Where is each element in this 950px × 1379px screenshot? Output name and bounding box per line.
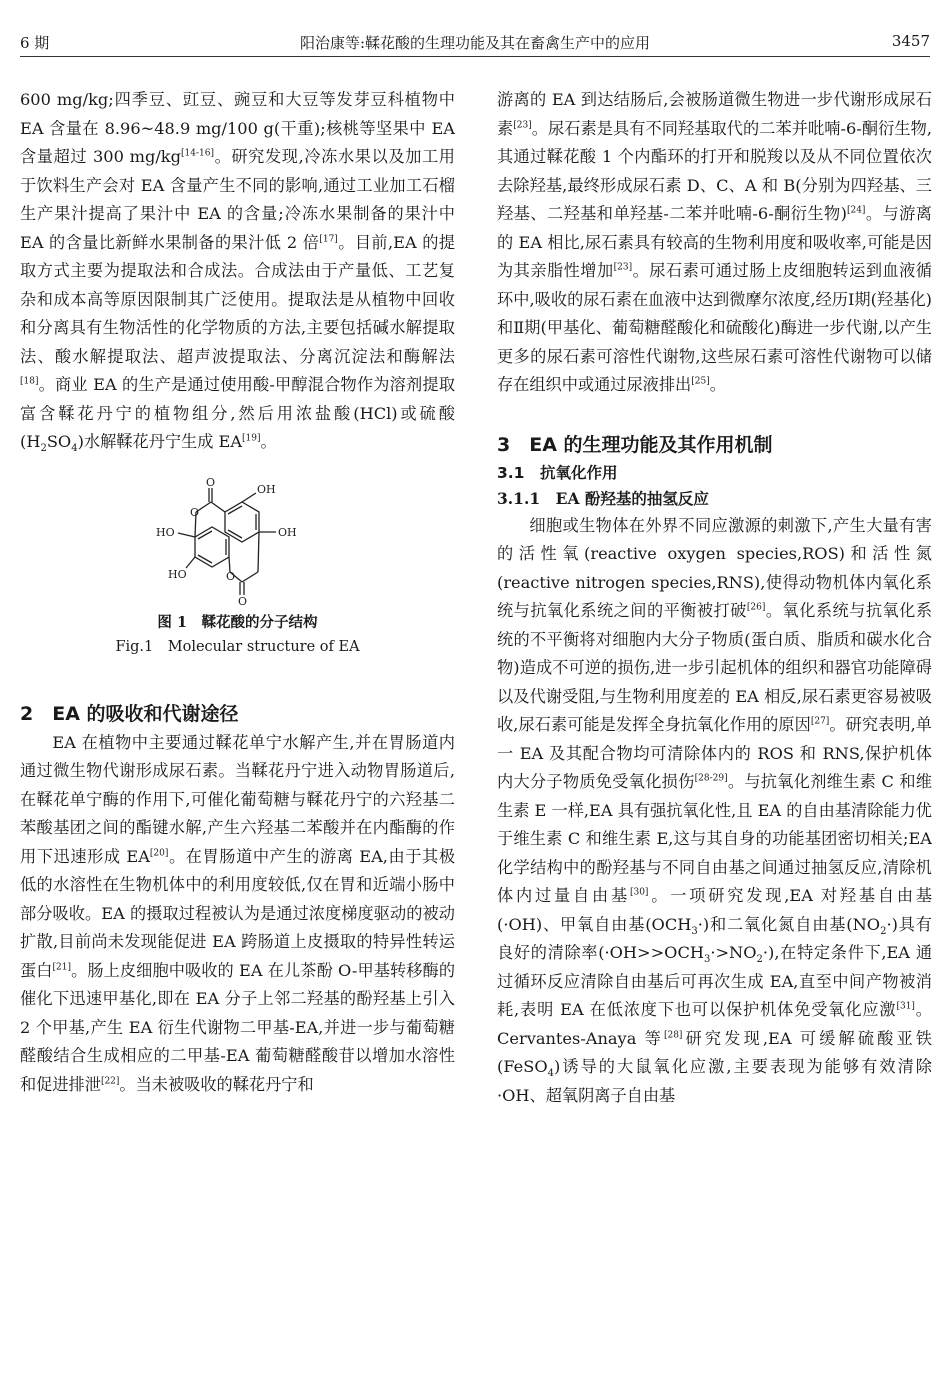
citation[interactable]: [20] (149, 848, 169, 859)
right-column (497, 86, 932, 1110)
paragraph-absorption: EA 在植物中主要通过鞣花单宁水解产生,并在胃肠道内通过微生物代谢形成尿石素。当鞣花丹宁进入动物胃肠道后,在鞣花单宁酶的作用下,可催化葡萄糖与鞣花丹宁的六羟基二苯酸基团之间的酯键水解,产生六羟基二苯酸并在内酯酶的作用下迅速形成 EA[20]。在胃肠道中产生的游离 EA,由于其极低的水溶性在生物机体中的利用度较低,仅在胃和近端小肠中部分吸收。EA 的摄取过程被认为是通过浓度梯度驱动的被动扩散,目前尚未发现能促进 EA 跨肠道上皮摄取的特异性转运蛋白[21]。肠上皮细胞中吸收的 EA 在儿茶酚 O-甲基转移酶的催化下迅速甲基化,即在 EA 分子上邻二羟基的酚羟基上引入 2 个甲基,产生 EA 衍生代谢物二甲基-EA,并进一步与葡萄糖醛酸结合生成相应的二甲基-EA 葡萄糖醛酸苷以增加水溶性和促进排泄[22]。当未被吸收的鞣花丹宁和 (20, 732, 456, 1094)
figure-caption-en: Fig.1 Molecular structure of EA (115, 638, 360, 655)
aromatic-ring-upper (225, 502, 259, 542)
paragraph-ea-content: 600 mg/kg;四季豆、豇豆、豌豆和大豆等发芽豆科植物中 EA 含量在 8.96~48.9 mg/100 g(干重);核桃等坚果中 EA 含量超过 300 mg/kg[14-16]。研究发现,冷冻水果以及加工用于饮料生产会对 EA 含量产生不同的影响,通过工业加工石榴生产果汁提高了果汁中 EA 的含量;冷冻水果制备的果汁中 EA 的含量比新鲜水果制备的果汁低 2 倍[17]。目前,EA 的提取方式主要为提取法和合成法。合成法由于产量低、工艺复杂和成本高等原因限制其广泛使用。提取法是从植物中回收和分离具有生物活性的化学物质的方法,主要包括碱水解提取法、酸水解提取法、超声波提取法、分离沉淀法和酶解法[18]。商业 EA 的生产是通过使用酸-甲醇混合物作为溶剂提取富含鞣花丹宁的植物组分,然后用浓盐酸(HCl)或硫酸$(H_2SO_4)$水解鞣花丹宁生成 EA[19]。 (20, 90, 455, 455)
running-header (20, 30, 930, 57)
citation[interactable]: [17] (319, 234, 338, 245)
citation[interactable]: [23] (513, 120, 532, 131)
running-title: 阳治康等:鞣花酸的生理功能及其在畜禽生产中的应用 (299, 34, 651, 52)
citation[interactable]: [31] (896, 1001, 915, 1012)
figure-caption-cn: 图 1 鞣花酸的分子结构 (157, 613, 318, 631)
citation[interactable]: [21] (52, 962, 72, 973)
citation[interactable]: [19] (242, 433, 261, 444)
paragraph-antioxidant: 细胞或生物体在外界不同应激源的刺激下,产生大量有害的活性氧(reactive oxygen species,ROS)和活性氮(reactive nitrogen species,RNS),使得动物机体内氧化系统与抗氧化系统之间的平衡被打破[26]。氧化系统与抗氧化系统的不平衡将对细胞内大分子物质(蛋白质、脂质和碳水化合物)造成不可逆的损伤,进一步引起机体的组织和器官功能障碍以及代谢受阻,与生物利用度差的 EA 相反,尿石素更容易被吸收,尿石素可能是发挥全身抗氧化作用的原因[27]。研究表明,单一 EA 及其配合物均可清除体内的 ROS 和 RNS,保护机体内大分子物质免受氧化损伤[28-29]。与抗氧化剂维生素 C 和维生素 E 一样,EA 具有强抗氧化性,且 EA 的自由基清除能力优于维生素 C 和维生素 E,这与其自身的功能基团密切相关;EA 化学结构中的酚羟基与不同自由基之间通过抽氢反应,清除机体内过量自由基[30]。一项研究发现,EA 对羟基自由基(·OH)、甲氧自由基$(OCH_3\cdot)$和二氧化氮自由基$(NO_2\cdot)$具有良好的清除率$(\cdot OH>>OCH_3\cdot>NO_2\cdot)$,在特定条件下,EA 通过循环反应清除自由基后可再次生成 EA,直至中间产物被消耗,表明 EA 在低浓度下也可以保护机体免受氧化应激[31]。Cervantes-Anaya 等[28]研究发现,EA 可缓解硫酸亚铁(FeSO$_4$)诱导的大鼠氧化应激,主要表现为能够有效清除·OH、超氧阴离子自由基 (497, 515, 933, 1105)
atom-label: O (205, 475, 215, 489)
figure-1 (20, 475, 455, 659)
citation[interactable]: [23] (613, 262, 633, 273)
atom-label: O (237, 594, 247, 605)
issue-number: 6 期 (20, 34, 50, 52)
ellagic-acid-structure (108, 475, 368, 605)
section-heading-2: 2 EA 的吸收和代谢途径 (20, 702, 239, 725)
citation[interactable]: [18] (20, 376, 39, 387)
citation[interactable]: [30] (629, 887, 649, 898)
page-number: 3457 (891, 32, 930, 50)
citation[interactable]: [14-16] (180, 148, 214, 159)
atom-label: HO (167, 567, 187, 581)
atom-label: HO (155, 525, 175, 539)
atom-label: O (189, 505, 199, 519)
citation[interactable]: [26] (746, 602, 766, 613)
subsection-heading-3-1-1: 3.1.1 EA 酚羟基的抽氢反应 (497, 488, 709, 508)
subsection-heading-3-1: 3.1 抗氧化作用 (497, 463, 618, 482)
citation[interactable]: [28] (663, 1030, 683, 1041)
left-column (20, 86, 455, 1099)
section-heading-3: 3 EA 的生理功能及其作用机制 (497, 433, 773, 456)
citation[interactable]: [25] (691, 376, 710, 387)
atom-label: O (225, 569, 235, 583)
atom-label: OH (256, 482, 276, 496)
citation[interactable]: [24] (846, 205, 866, 216)
citation[interactable]: [22] (100, 1076, 120, 1087)
citation[interactable]: [27] (810, 716, 830, 727)
aromatic-ring-lower (195, 527, 229, 567)
paragraph-urolithin: 游离的 EA 到达结肠后,会被肠道微生物进一步代谢形成尿石素[23]。尿石素是具有不同羟基取代的二苯并吡喃-6-酮衍生物,其通过鞣花酸 1 个内酯环的打开和脱羧以及从不同位置依次去除羟基,最终形成尿石素 D、C、A 和 B(分别为四羟基、三羟基、二羟基和单羟基-二苯并吡喃-6-酮衍生物)[24]。与游离的 EA 相比,尿石素具有较高的生物利用度和吸收率,可能是因为其亲脂性增加[23]。尿石素可通过肠上皮细胞转运到血液循环中,吸收的尿石素在血液中达到微摩尔浓度,经历Ⅰ期(羟基化)和Ⅱ期(甲基化、葡萄糖醛酸化和硫酸化)酶进一步代谢,以产生更多的尿石素可溶性代谢物,这些尿石素可溶性代谢物可以储存在组织中或通过尿液排出[25]。 (497, 90, 932, 394)
atom-label: OH (277, 525, 297, 539)
citation[interactable]: [28-29] (694, 773, 728, 784)
